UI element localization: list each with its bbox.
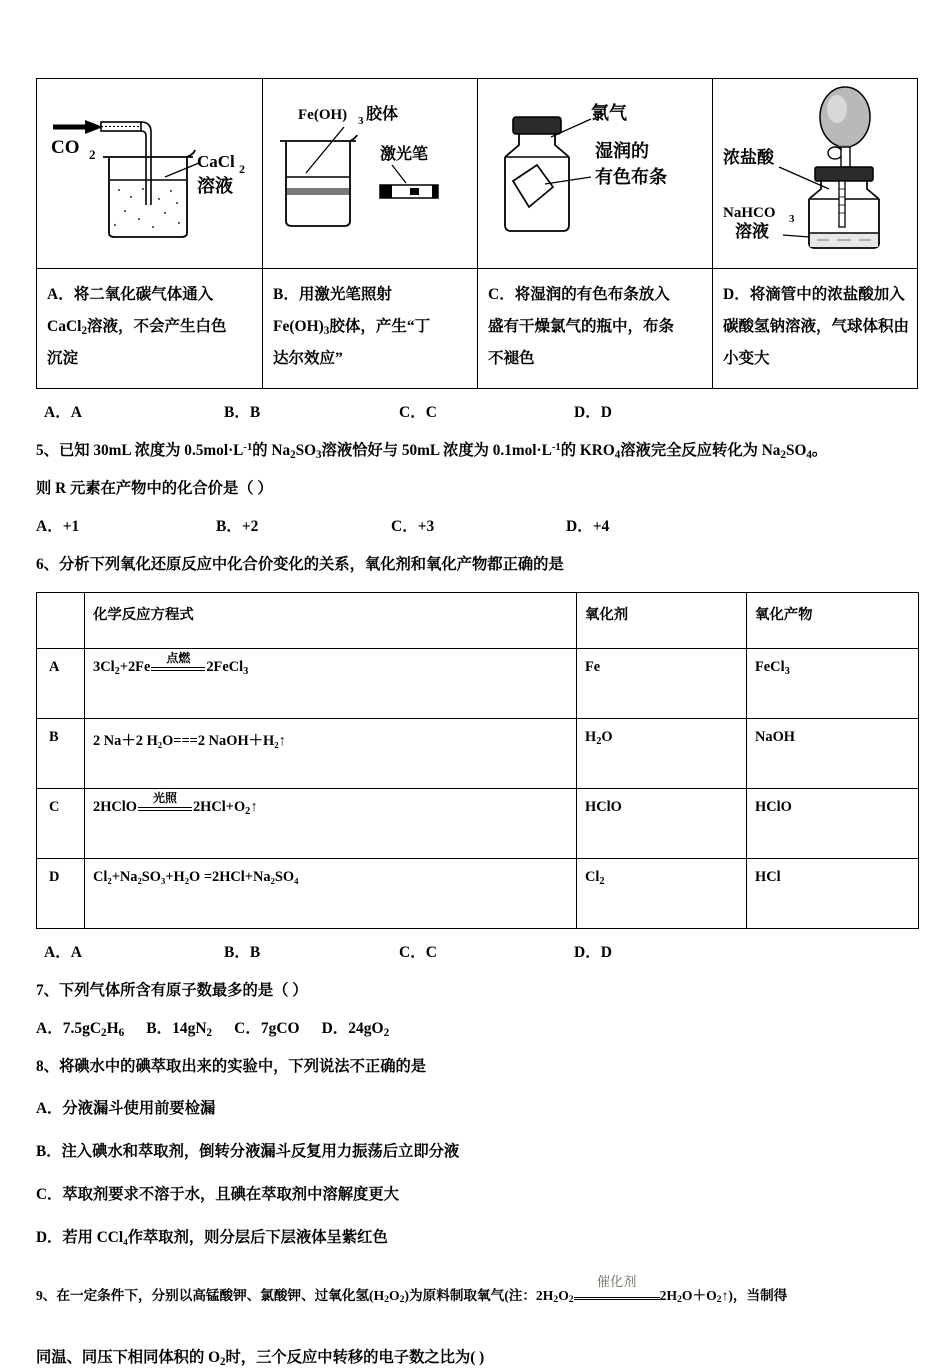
option-c-text-4: 不褪色 xyxy=(488,349,535,367)
q9-part6: O＋O xyxy=(681,1287,717,1303)
redox-header-row xyxy=(37,592,919,648)
nahco3-balloon-diagram xyxy=(717,85,942,260)
option-a-text-4: 沉淀 xyxy=(47,349,79,367)
eq-c-left: 2HClO xyxy=(93,798,137,815)
ox-b-sub: 2 xyxy=(596,735,602,747)
q7-c-value: 7gCO xyxy=(260,1019,300,1037)
option-c-letter: C xyxy=(488,286,500,303)
q9-sub1: 2 xyxy=(384,1294,390,1306)
q5-option-b[interactable]: B．+2 xyxy=(216,517,259,535)
q6-choice-c[interactable]: C．C xyxy=(399,943,437,961)
redox-row-c-equation xyxy=(85,788,577,858)
ox-a: Fe xyxy=(585,658,601,675)
q5-sub-na: 2 xyxy=(290,449,296,462)
q9-part1: 在一定条件下，分别以高锰酸钾、氯酸钾、过氧化氢(H xyxy=(56,1287,385,1303)
q9-part3: )为原料制取氧气(注：2H xyxy=(404,1287,554,1303)
eq-a-left-sub: 2 xyxy=(114,665,120,677)
q7-option-a[interactable] xyxy=(36,1016,124,1038)
redox-row-d-oxidant xyxy=(577,858,747,928)
question5-options xyxy=(36,514,918,536)
option-d-text-1: ．将滴管中的浓盐酸加入 xyxy=(734,286,905,303)
option-c-text-3: 盛有干燥氯气的瓶中，布条 xyxy=(488,317,675,335)
redox-row-a-equation xyxy=(85,648,577,718)
q9-condition-label: 催化剂 xyxy=(596,1273,637,1289)
eq-a-condition-label: 点燃 xyxy=(166,650,191,665)
redox-row-a-oxidant xyxy=(577,648,747,718)
q9-part4: O xyxy=(558,1287,569,1303)
ox-d: Cl xyxy=(585,868,600,885)
svg-text:2: 2 xyxy=(89,147,96,162)
q5-part6: 溶液完全反应转化为 Na xyxy=(620,442,781,460)
q5-part2: 的 Na xyxy=(252,442,291,460)
redox-row-d-product: HCl xyxy=(747,858,919,928)
svg-text:氯气: 氯气 xyxy=(590,103,627,123)
svg-text:3: 3 xyxy=(789,213,795,225)
q9-part7: ↑)，当制得 xyxy=(721,1287,788,1303)
question7-options xyxy=(36,1016,918,1038)
question7-stem xyxy=(36,976,918,1006)
q8-option-c[interactable]: C．萃取剂要求不溶于水，且碘在萃取剂中溶解度更大 xyxy=(36,1186,399,1204)
q5-part3: SO xyxy=(295,442,317,460)
redox-row-d-equation: Cl₂+Na₂SO₃+H₂O =2HCl+Na₂SO₄ xyxy=(85,858,577,928)
svg-text:浓盐酸: 浓盐酸 xyxy=(723,148,774,167)
option-d-text-3: 碳酸氢钠溶液，气球体积由 xyxy=(723,317,910,335)
option-a-text-3: 溶液，不会产生白色 xyxy=(87,317,227,335)
redox-reactions-table xyxy=(36,592,919,929)
q9-line2-sub: 2 xyxy=(220,1355,226,1368)
q7-option-b[interactable] xyxy=(146,1016,212,1038)
q7-a-sub: 2 xyxy=(101,1026,107,1039)
eq-c-condition-arrow xyxy=(138,790,192,811)
question9-stem xyxy=(36,1273,918,1309)
q6-choice-a[interactable]: A．A xyxy=(44,943,82,961)
option-cell-d xyxy=(713,269,918,389)
q9-condition-arrow xyxy=(574,1273,660,1300)
q9-line2-b: 时，三个反应中转移的电子数之比为( ) xyxy=(225,1348,485,1366)
redox-row-d-letter: D xyxy=(37,858,85,928)
q5-part5: 的 KRO xyxy=(560,442,615,460)
figure-cell-d xyxy=(713,79,918,269)
experiment-options-table xyxy=(36,78,918,389)
co2-into-cacl2-diagram xyxy=(47,85,252,245)
table-row xyxy=(37,788,919,858)
q8-text: 将碘水中的碘萃取出来的实验中，下列说法不正确的是 xyxy=(58,1057,427,1075)
double-bar-icon xyxy=(574,1297,660,1300)
q7-number: 7、 xyxy=(36,981,59,999)
svg-text:溶液: 溶液 xyxy=(735,222,769,241)
question6-choices xyxy=(44,940,918,962)
q4-choice-b[interactable]: B．B xyxy=(224,404,261,422)
q6-text: 分析下列氧化还原反应中化合价变化的关系，氧化剂和氧化产物都正确的是 xyxy=(58,555,564,573)
svg-text:NaHCO: NaHCO xyxy=(723,205,776,221)
figure-cell-b xyxy=(263,79,478,269)
eq-c-right-tail: ↑ xyxy=(250,798,258,815)
q5-sub-so: 3 xyxy=(316,449,322,462)
option-b-letter: B xyxy=(273,286,284,303)
q5-sub-ro: 4 xyxy=(614,449,621,462)
q6-choice-b[interactable]: B．B xyxy=(224,943,261,961)
q5-sub-so2: 4 xyxy=(806,449,812,462)
q5-sup1: -1 xyxy=(243,441,253,454)
svg-text:CaCl: CaCl xyxy=(197,152,235,171)
feoh3-colloid-laser-diagram xyxy=(270,85,470,245)
option-a-sub: 2 xyxy=(81,324,88,337)
redox-header-blank xyxy=(37,592,85,648)
option-c-text-1: ．将湿润的有色布条放入 xyxy=(499,286,670,303)
q4-choice-c[interactable]: C．C xyxy=(399,404,437,422)
redox-row-a-letter: A xyxy=(37,648,85,718)
redox-row-b-letter: B xyxy=(37,718,85,788)
double-bar-icon xyxy=(138,807,192,811)
q9-line2-a: 同温、同压下相同体积的 O xyxy=(36,1348,220,1366)
q9-part5: 2H xyxy=(659,1287,678,1303)
q8-option-d[interactable]: D．若用 CCl₄作萃取剂，则分层后下层液体呈紫红色 xyxy=(36,1228,388,1246)
q7-option-c[interactable] xyxy=(234,1016,299,1038)
eq-c-condition-label: 光照 xyxy=(152,790,177,805)
redox-header-oxidant: 氧化剂 xyxy=(577,592,747,648)
ox-b: H xyxy=(585,728,597,745)
pr-a-sub: 3 xyxy=(784,665,790,677)
q7-a-sub2: 6 xyxy=(118,1026,125,1039)
q9-sub5: 2 xyxy=(677,1294,682,1306)
question4-choices xyxy=(44,400,918,422)
option-b-text-3: 胶体，产生“丁 xyxy=(329,317,431,335)
table-row xyxy=(37,718,919,788)
q5-part1: 已知 30mL 浓度为 0.5mol·L xyxy=(58,442,244,460)
q7-d-value: 24gO xyxy=(348,1019,384,1037)
q6-number: 6、 xyxy=(36,555,59,573)
svg-text:2: 2 xyxy=(239,162,245,176)
option-d-text-4: 小变大 xyxy=(723,349,770,367)
q5-part8: 。 xyxy=(811,442,828,460)
q4-choice-a[interactable]: A．A xyxy=(44,404,82,422)
q9-sub3: 2 xyxy=(553,1294,559,1306)
q9-part2: O xyxy=(389,1287,400,1303)
q8-option-b[interactable]: B．注入碘水和萃取剂，倒转分液漏斗反复用力振荡后立即分液 xyxy=(36,1143,460,1161)
q9-number: 9、 xyxy=(36,1287,57,1303)
svg-text:湿润的: 湿润的 xyxy=(594,141,649,161)
q7-b-value: 14gN xyxy=(172,1019,207,1037)
redox-row-b-equation: 2 Na＋2 H₂O===2 NaOH＋H₂↑ xyxy=(85,718,577,788)
q7-text: 下列气体所含有原子数最多的是（ ） xyxy=(58,981,308,999)
ox-d-sub: 2 xyxy=(599,875,605,887)
question5-stem xyxy=(36,436,918,466)
redox-row-a-product xyxy=(747,648,919,718)
double-bar-icon xyxy=(151,667,205,671)
option-cell-a xyxy=(37,269,263,389)
eq-c-right: 2HCl+O xyxy=(192,798,246,815)
q9-sub2: 2 xyxy=(399,1294,405,1306)
pr-a: FeCl xyxy=(755,658,785,675)
option-cell-b xyxy=(263,269,478,389)
q7-a-value2: H xyxy=(106,1019,119,1037)
option-a-text-2: CaCl xyxy=(47,317,82,335)
svg-text:3: 3 xyxy=(358,115,364,127)
svg-text:有色布条: 有色布条 xyxy=(594,167,667,187)
option-b-text-4: 达尔效应” xyxy=(273,349,343,367)
option-b-text-1: ．用激光笔照射 xyxy=(283,286,392,303)
q5-number: 5、 xyxy=(36,442,59,460)
q7-b-sub: 2 xyxy=(206,1026,213,1039)
option-b-text-2: Fe(OH) xyxy=(273,317,324,335)
q7-a-label: A． xyxy=(36,1019,63,1037)
eq-a-right-sub: 3 xyxy=(243,665,249,677)
option-a-text-1: ．将二氧化碳气体通入 xyxy=(58,286,214,303)
q6-choice-d[interactable]: D．D xyxy=(574,943,612,961)
q5-option-a[interactable]: A．+1 xyxy=(36,517,80,535)
table-row xyxy=(37,858,919,928)
q7-d-label: D． xyxy=(321,1019,349,1037)
svg-text:CO: CO xyxy=(51,137,80,158)
svg-text:激光笔: 激光笔 xyxy=(380,146,429,163)
figure-cell-c xyxy=(478,79,713,269)
figure-cell-a xyxy=(37,79,263,269)
q8-option-a[interactable]: A．分液漏斗使用前要检漏 xyxy=(36,1100,216,1118)
q7-c-label: C． xyxy=(234,1019,261,1037)
question5-stem-line2: 则 R 元素在产物中的化合价是（ ） xyxy=(36,480,273,498)
redox-row-c-letter: C xyxy=(37,788,85,858)
q5-sub-na2: 2 xyxy=(780,449,786,462)
question6-stem xyxy=(36,550,918,580)
eq-a-left2: +2Fe xyxy=(119,658,151,675)
redox-header-product: 氧化产物 xyxy=(747,592,919,648)
q7-b-label: B． xyxy=(146,1019,173,1037)
q9-sub6: 2 xyxy=(716,1294,722,1306)
svg-text:Fe(OH): Fe(OH) xyxy=(298,107,348,123)
redox-row-c-oxidant: HClO xyxy=(577,788,747,858)
question8-stem xyxy=(36,1052,918,1082)
q5-option-c[interactable]: C．+3 xyxy=(391,517,435,535)
eq-a-right: 2FeCl xyxy=(206,658,244,675)
q5-part7: SO xyxy=(785,442,807,460)
chlorine-jar-cloth-diagram xyxy=(483,85,708,245)
option-cell-c xyxy=(478,269,713,389)
figure-row xyxy=(37,79,918,269)
q7-a-value: 7.5gC xyxy=(62,1019,102,1037)
eq-c-right-sub: 2 xyxy=(245,805,251,817)
table-row xyxy=(37,648,919,718)
ox-b-tail: O xyxy=(601,728,613,745)
redox-header-equation: 化学反应方程式 xyxy=(85,592,577,648)
q5-sup2: -1 xyxy=(551,441,561,454)
q4-choice-d[interactable]: D．D xyxy=(574,404,612,422)
redox-row-b-product: NaOH xyxy=(747,718,919,788)
redox-row-c-product: HClO xyxy=(747,788,919,858)
q7-d-sub: 2 xyxy=(383,1026,390,1039)
svg-text:溶液: 溶液 xyxy=(197,176,233,196)
option-b-sub: 3 xyxy=(323,324,330,337)
q7-option-d[interactable] xyxy=(322,1016,390,1038)
q5-option-d[interactable]: D．+4 xyxy=(566,517,610,535)
option-text-row xyxy=(37,269,918,389)
eq-a-left: 3Cl xyxy=(93,658,115,675)
q5-part4: 溶液恰好与 50mL 浓度为 0.1mol·L xyxy=(321,442,552,460)
redox-row-b-oxidant xyxy=(577,718,747,788)
q9-sub4: 2 xyxy=(568,1294,574,1306)
question9-stem-line2 xyxy=(36,1345,918,1367)
svg-text:胶体: 胶体 xyxy=(366,106,399,123)
q8-number: 8、 xyxy=(36,1057,59,1075)
option-d-letter: D xyxy=(723,286,735,303)
eq-a-condition-arrow xyxy=(151,650,205,671)
option-a-letter: A xyxy=(47,286,59,303)
